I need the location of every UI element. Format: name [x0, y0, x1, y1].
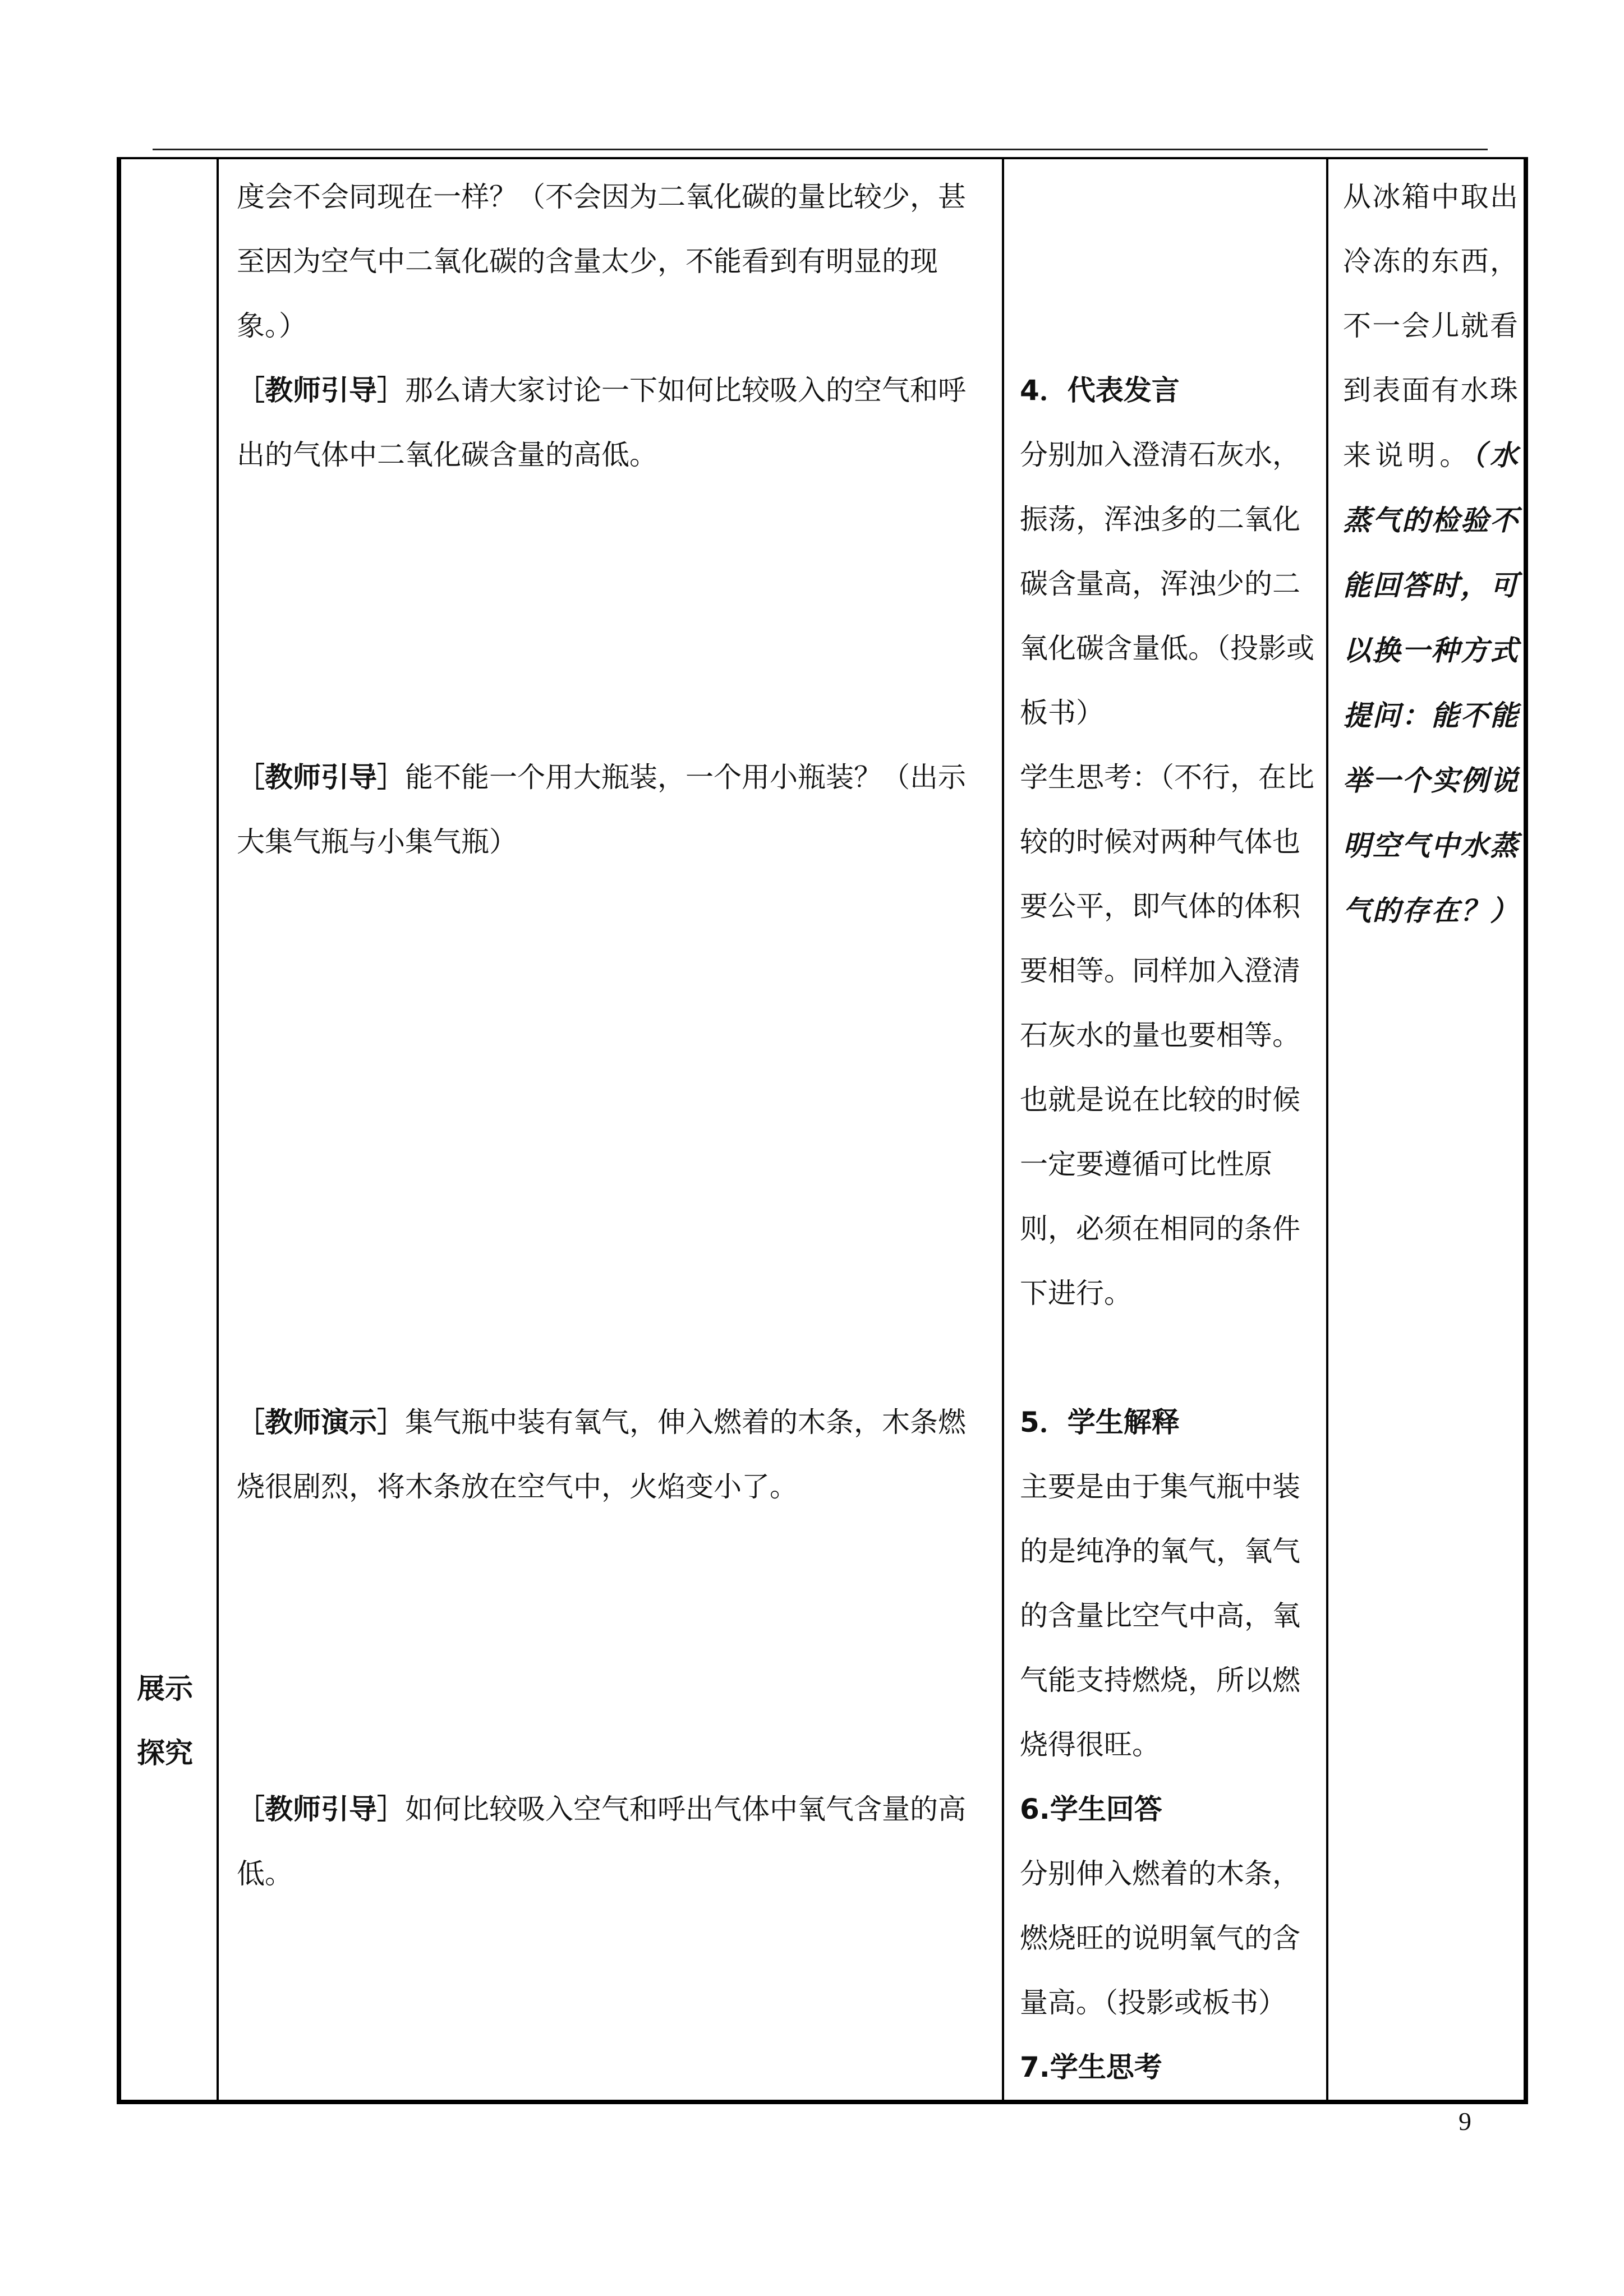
page-number: 9 — [1459, 2107, 1471, 2136]
stage-label-line2: 探究 — [137, 1737, 193, 1769]
teacher-activity-cell — [218, 158, 1003, 2102]
student-think-text: 学生思考：（不行，在比较的时候对两种气体也要公平，即气体的体积要相等。同样加入澄清石灰水的量也要相等。也就是说在比较的时候一定要遵循可比性原则，必须在相同的条件下进行。 — [1020, 761, 1314, 1310]
student-activity-cell — [1003, 158, 1327, 2102]
teacher-guide-1 — [237, 358, 988, 487]
stage-cell — [119, 158, 218, 2102]
teacher-demo — [237, 1390, 988, 1519]
student-text-4: 分别加入澄清石灰水，振荡，浑浊多的二氧化碳含量高，浑浊少的二氧化碳含量低。（投影或板书） — [1020, 439, 1314, 729]
teacher-guide-text: 能不能一个用大瓶装，一个用小瓶装？（出示大集气瓶与小集气瓶） — [237, 761, 966, 858]
teacher-guide-3 — [237, 1777, 988, 1906]
stage-label-line1: 展示 — [137, 1672, 193, 1705]
student-text-6: 分别伸入燃着的木条，燃烧旺的说明氧气的含量高。（投影或板书） — [1020, 1857, 1300, 2019]
teacher-guide-text: 如何比较吸入空气和呼出气体中氧气含量的高低。 — [237, 1793, 966, 1890]
teacher-guide-tag: ［教师引导］ — [237, 374, 405, 407]
teacher-guide-tag: ［教师引导］ — [237, 1793, 405, 1825]
teacher-guide-tag: ［教师引导］ — [237, 761, 405, 794]
student-heading-7: 7.学生思考 — [1020, 2051, 1162, 2083]
teacher-demo-text: 集气瓶中装有氧气，伸入燃着的木条，木条燃烧很剧烈，将木条放在空气中，火焰变小了。 — [237, 1406, 966, 1503]
student-text-5: 主要是由于集气瓶中装的是纯净的氧气，氧气的含量比空气中高，氧气能支持燃烧，所以燃烧得很旺。 — [1020, 1470, 1300, 1761]
lesson-table — [117, 157, 1528, 2104]
table-row — [119, 158, 1526, 2102]
design-note-cell — [1327, 158, 1526, 2102]
student-heading-4: 4．代表发言 — [1020, 374, 1180, 407]
teacher-guide-text: 那么请大家讨论一下如何比较吸入的空气和呼出的气体中二氧化碳含量的高低。 — [237, 374, 966, 471]
header-rule — [153, 149, 1488, 150]
student-heading-5: 5．学生解释 — [1020, 1406, 1180, 1439]
design-note-italic: （水蒸气的检验不能回答时，可以换一种方式提问：能不能举一个实例说明空气中水蒸气的存在？） — [1343, 439, 1519, 927]
teacher-guide-2 — [237, 745, 988, 874]
teacher-demo-tag: ［教师演示］ — [237, 1406, 405, 1439]
design-note-text: 从冰箱中取出冷冻的东西，不一会儿就看到表面有水珠来说明。 — [1343, 181, 1518, 472]
teacher-intro-text: 度会不会同现在一样？（不会因为二氧化碳的量比较少，甚至因为空气中二氧化碳的含量太少，不能看到有明显的现象。） — [237, 181, 966, 342]
student-heading-6: 6.学生回答 — [1020, 1793, 1162, 1825]
